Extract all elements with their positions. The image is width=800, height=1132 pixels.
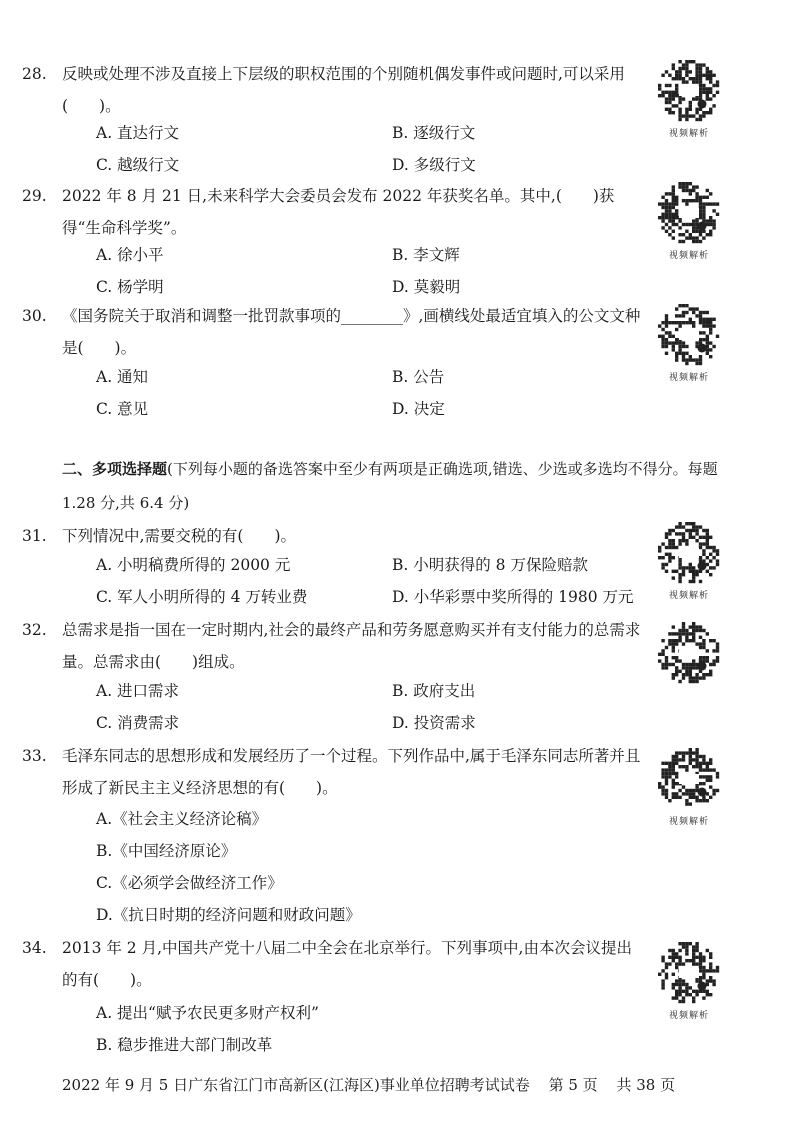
question-stem: 30. 《国务院关于取消和调整一批罚款事项的________》,画横线处最适宜填入的公文文种是( )。	[62, 300, 647, 364]
page-number: 第 5 页	[548, 1076, 598, 1094]
option-c: C. 军人小明所得的 4 万转业费	[96, 588, 308, 606]
section-header	[62, 452, 742, 520]
option-c: C. 杨学明	[96, 278, 164, 296]
question-stem: 31. 下列情况中,需要交税的有( )。	[62, 520, 647, 552]
video-analysis-caption: 视频解析	[668, 373, 709, 383]
option-a: A. 通知	[96, 368, 149, 386]
exam-title: 2022 年 9 月 5 日广东省江门市高新区(江海区)事业单位招聘考试试卷	[62, 1076, 530, 1094]
option-a: A. 小明稿费所得的 2000 元	[96, 556, 291, 574]
qr-code-icon	[656, 620, 722, 686]
option-b: B.《中国经济原论》	[96, 842, 237, 860]
question-stem: 34. 2013 年 2 月,中国共产党十八届二中全会在北京举行。下列事项中,由本次会议提出的有( )。	[62, 932, 647, 996]
question-number: 33.	[22, 747, 47, 765]
total-pages: 共 38 页	[616, 1076, 676, 1094]
option-c: C. 意见	[96, 400, 149, 418]
qr-code-icon	[656, 180, 722, 246]
qr-code-icon	[656, 746, 722, 812]
page-footer	[62, 1074, 742, 1095]
video-qr-code[interactable]	[652, 940, 726, 1021]
question-stem: 32. 总需求是指一国在一定时期内,社会的最终产品和劳务愿意购买并有支付能力的总需求量。总需求由( )组成。	[62, 614, 647, 678]
option-d: D. 小华彩票中奖所得的 1980 万元	[392, 588, 634, 606]
option-c: C.《必须学会做经济工作》	[96, 874, 283, 892]
option-d: D. 决定	[392, 400, 445, 418]
section-title: 二、多项选择题	[62, 460, 168, 478]
question-stem: 29. 2022 年 8 月 21 日,未来科学大会委员会发布 2022 年获奖名单。其中,( )获得“生命科学奖”。	[62, 180, 647, 244]
option-d: D. 投资需求	[392, 714, 476, 732]
qr-code-icon	[656, 940, 722, 1006]
video-analysis-caption: 视频解析	[668, 129, 709, 139]
question-number: 32.	[22, 621, 47, 639]
video-analysis-caption: 视频解析	[668, 1011, 709, 1021]
video-qr-code[interactable]	[652, 620, 726, 686]
option-a: A. 提出“赋予农民更多财产权利”	[96, 1004, 319, 1022]
option-b: B. 稳步推进大部门制改革	[96, 1036, 273, 1054]
option-d: D. 莫毅明	[392, 278, 461, 296]
question-number: 28.	[22, 65, 47, 83]
video-qr-code[interactable]	[652, 180, 726, 261]
video-analysis-caption: 视频解析	[668, 251, 709, 261]
video-qr-code[interactable]	[652, 746, 726, 827]
option-a: A. 直达行文	[96, 124, 180, 142]
question-number: 29.	[22, 187, 47, 205]
video-analysis-caption: 视频解析	[668, 817, 709, 827]
option-a: A. 徐小平	[96, 246, 164, 264]
question-stem: 33. 毛泽东同志的思想形成和发展经历了一个过程。下列作品中,属于毛泽东同志所著并且形成了新民主主义经济思想的有( )。	[62, 740, 647, 804]
option-a: A.《社会主义经济论稿》	[96, 810, 268, 828]
qr-code-icon	[656, 302, 722, 368]
video-qr-code[interactable]	[652, 520, 726, 601]
question-number: 34.	[22, 939, 47, 957]
qr-code-icon	[656, 520, 722, 586]
option-b: B. 公告	[392, 368, 445, 386]
option-b: B. 小明获得的 8 万保险赔款	[392, 556, 588, 574]
option-b: B. 政府支出	[392, 682, 476, 700]
section-instruction: (下列每小题的备选答案中至少有两项是正确选项,错选、少选或多选均不得分。每题 1.28 分,共 6.4 分)	[62, 460, 718, 512]
option-c: C. 越级行文	[96, 156, 180, 174]
question-number: 30.	[22, 307, 47, 325]
video-analysis-caption: 视频解析	[668, 591, 709, 601]
qr-code-icon	[656, 58, 722, 124]
option-b: B. 逐级行文	[392, 124, 476, 142]
option-d: D. 多级行文	[392, 156, 476, 174]
option-c: C. 消费需求	[96, 714, 180, 732]
question-stem: 28. 反映或处理不涉及直接上下层级的职权范围的个别随机偶发事件或问题时,可以采用( )。	[62, 58, 647, 122]
option-a: A. 进口需求	[96, 682, 180, 700]
option-b: B. 李文辉	[392, 246, 460, 264]
question-number: 31.	[22, 527, 47, 545]
video-qr-code[interactable]	[652, 302, 726, 383]
option-d: D.《抗日时期的经济问题和财政问题》	[96, 906, 361, 924]
video-qr-code[interactable]	[652, 58, 726, 139]
